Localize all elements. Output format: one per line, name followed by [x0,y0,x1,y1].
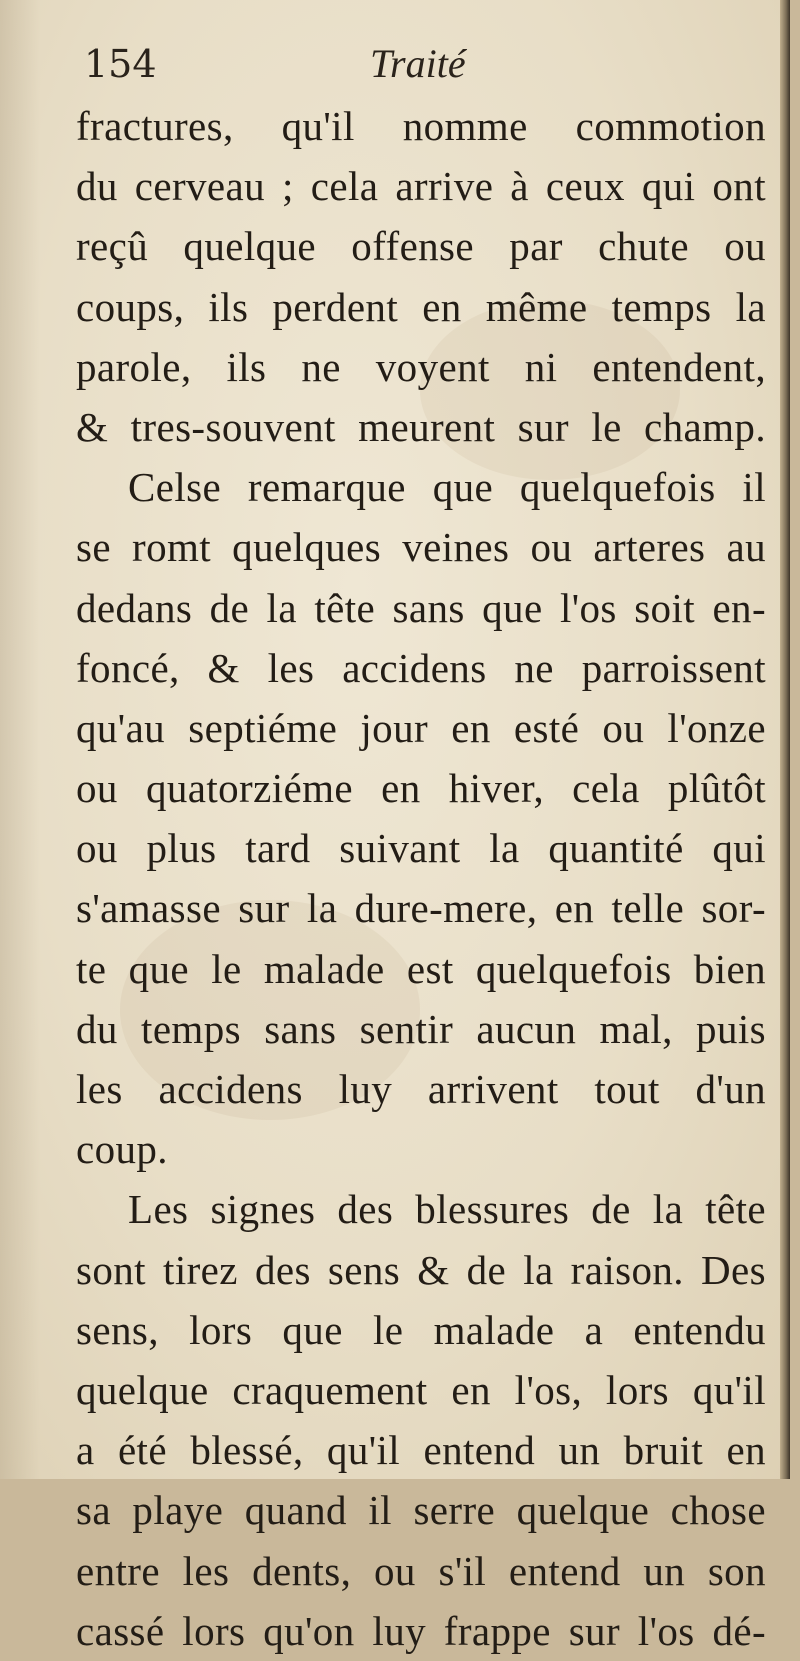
text-line: du temps sans sentir aucun mal, puis [76,1005,766,1052]
text-line: Les signes des blessures de la tête [128,1186,766,1233]
page-edge [780,0,790,1479]
text-line: fractures, qu'il nomme commotion [76,103,766,149]
text-line: dedans de la tête sans que l'os soit en- [76,584,766,631]
text-line: te que le malade est quelquefois bien [76,945,766,992]
text-line: sens, lors que le malade a entendu [76,1306,766,1353]
text-line: reçû quelque offense par chute ou [76,223,766,270]
text-line: a été blessé, qu'il entend un bruit en [76,1427,766,1474]
text-line: Celse remarque que quelquefois il [128,464,766,511]
text-line: se romt quelques veines ou arteres au [76,524,766,571]
text-line: ou quatorziéme en hiver, cela plûtôt [76,765,766,812]
text-line: s'amasse sur la dure-mere, en telle sor- [76,885,766,932]
body-text [76,96,766,1661]
text-line: qu'au septiéme jour en esté ou l'onze [76,704,766,751]
text-line: sa playe quand il serre quelque chose [76,1487,766,1534]
text-line: ou plus tard suivant la quantité qui [76,825,766,872]
text-line: quelque craquement en l'os, lors qu'il [76,1366,766,1413]
text-line: foncé, & les accidens ne parroissent [76,644,766,691]
running-title: Traité [370,41,466,86]
spine-shadow [0,0,40,1479]
text-line: & tres-souvent meurent sur le champ. [76,403,766,450]
text-line: cassé lors qu'on luy frappe sur l'os dé- [76,1607,766,1654]
text-line: sont tirez des sens & de la raison. Des [76,1246,766,1293]
page-header [80,36,720,96]
text-line: du cerveau ; cela arrive à ceux qui ont [76,163,766,210]
page-number: 154 [84,42,157,86]
text-line: coups, ils perdent en même temps la [76,283,766,330]
text-line: entre les dents, ou s'il entend un son [76,1547,766,1594]
text-line: parole, ils ne voyent ni entendent, [76,343,766,390]
text-line: les accidens luy arrivent tout d'un [76,1066,766,1112]
text-line: coup. [76,1126,168,1173]
